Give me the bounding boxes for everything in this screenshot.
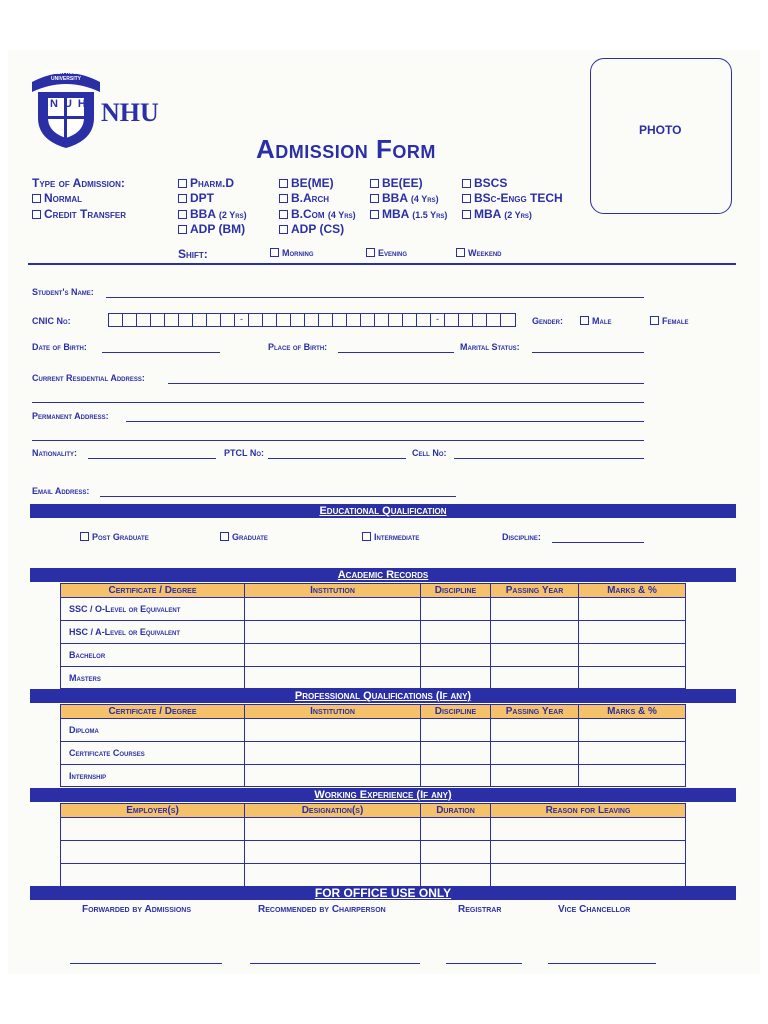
table-cell[interactable] [491,719,579,742]
table-cell[interactable] [491,864,686,887]
edu-discipline-field[interactable] [552,542,644,543]
checkbox[interactable] [279,194,288,203]
table-cell[interactable] [421,841,491,864]
option-label: Graduate [232,532,268,542]
current-address-field[interactable] [168,383,644,384]
checkbox[interactable] [178,225,187,234]
table-row [61,667,686,689]
nationality-label: Nationality: [32,448,78,458]
option-suffix: (2 Yrs) [218,210,247,220]
pob-field[interactable] [338,352,454,353]
table-cell[interactable] [491,765,579,787]
permanent-address-label: Permanent Address: [32,411,109,421]
row-label: Bachelor [61,644,245,667]
admission-credit-transfer[interactable] [32,207,126,221]
table-cell[interactable] [579,598,686,621]
program-mba-1-5[interactable] [370,207,447,221]
cell-field[interactable] [454,458,644,459]
edu-graduate[interactable] [220,532,268,542]
option-label: ADP (BM) [190,222,246,236]
gender-label: Gender: [532,316,564,326]
option-label: Female [662,316,689,326]
table-cell[interactable] [491,818,686,841]
row-label: Certificate Courses [61,742,245,765]
option-label: Credit Transfer [44,207,126,221]
option-label: BE(EE) [382,176,423,190]
column-header: Passing Year [491,705,579,719]
table-row [61,621,686,644]
program-be-ee[interactable] [370,176,423,190]
type-of-admission-label: Type of Admission: [32,176,125,190]
option-label: Normal [44,191,82,205]
option-label: B.Arch [291,191,329,205]
option-label: Evening [378,248,408,258]
table-row [61,644,686,667]
permanent-address-field[interactable] [126,421,644,422]
column-header: Marks & % [579,584,686,598]
email-field[interactable] [100,496,456,497]
program-bcom[interactable] [279,207,356,221]
program-barch[interactable] [279,191,329,205]
option-suffix: (1.5 Yrs) [412,210,448,220]
signatory-forwarded: Forwarded by Admissions [82,904,192,915]
checkbox[interactable] [80,532,89,541]
logo-arc-text: NAZEER HUSSAIN UNIVERSITY [43,70,89,82]
option-label: Intermediate [374,532,420,542]
edu-discipline-label: Discipline: [502,532,541,542]
cnic-input[interactable]: - - [108,313,516,327]
program-adp-bm[interactable] [178,222,245,236]
table-row [61,598,686,621]
row-label: Internship [61,765,245,787]
option-label: Post Graduate [92,532,149,542]
shift-label: Shift: [178,247,208,261]
logo-letters: NUH [50,98,92,110]
table-cell[interactable] [579,644,686,667]
edu-post-graduate[interactable] [80,532,149,542]
option-label: BSCS [474,176,508,190]
checkbox[interactable] [178,210,187,219]
signatory-vice-chancellor: Vice Chancellor [558,904,631,915]
table-header-row [61,804,686,818]
ptcl-field[interactable] [268,458,406,459]
option-suffix: (4 Yrs) [327,210,356,220]
table-cell[interactable] [579,621,686,644]
signature-line[interactable] [70,963,222,964]
academic-records-table [60,583,686,689]
table-row [61,841,686,864]
table-cell[interactable] [579,667,686,689]
table-cell[interactable] [579,742,686,765]
column-header: Certificate / Degree [61,705,245,719]
shift-weekend[interactable] [456,248,502,258]
checkbox[interactable] [362,532,371,541]
table-cell[interactable] [245,621,421,644]
marital-field[interactable] [532,352,644,353]
permanent-address-field-2[interactable] [32,440,644,441]
option-label: BBA [382,191,408,205]
photo-label: PHOTO [639,123,682,137]
professional-qualifications-table [60,704,686,787]
working-experience-table [60,803,686,887]
option-label: DPT [190,191,214,205]
section-title: Educational Qualification [319,505,447,517]
table-cell[interactable] [421,667,491,689]
program-mba-2[interactable] [462,207,532,221]
checkbox[interactable] [366,248,375,257]
checkbox[interactable] [456,248,465,257]
checkbox[interactable] [178,194,187,203]
checkbox[interactable] [370,194,379,203]
table-cell[interactable] [245,644,421,667]
column-header: Employer(s) [61,804,245,818]
table-row [61,818,686,841]
program-be-me[interactable] [279,176,334,190]
table-header-row [61,705,686,719]
table-cell[interactable] [245,598,421,621]
program-pharmd[interactable] [178,176,234,190]
program-dpt[interactable] [178,191,214,205]
option-label: BSc-Engg TECH [474,191,563,205]
table-cell[interactable] [421,719,491,742]
divider [28,263,736,265]
program-adp-cs[interactable] [279,222,344,236]
section-title: FOR OFFICE USE ONLY [314,886,452,900]
table-cell[interactable] [61,841,245,864]
table-cell[interactable] [491,841,686,864]
table-row [61,719,686,742]
option-label: Male [592,316,612,326]
option-label: Morning [282,248,314,258]
section-title: Academic Records [337,569,429,581]
table-cell[interactable] [245,667,421,689]
ptcl-label: PTCL No: [224,448,264,458]
educational-qualification-bar [30,504,736,518]
checkbox[interactable] [178,179,187,188]
column-header: Certificate / Degree [61,584,245,598]
checkbox[interactable] [279,225,288,234]
table-cell[interactable] [421,765,491,787]
professional-qualifications-bar [30,689,736,703]
current-address-field-2[interactable] [32,402,644,403]
program-bba-2[interactable] [178,207,247,221]
student-name-label: Student's Name: [32,287,94,297]
page-title: Admission Form [256,134,436,164]
checkbox[interactable] [370,210,379,219]
table-cell[interactable] [245,864,421,887]
option-label: MBA [382,207,409,221]
student-name-field[interactable] [106,297,644,298]
academic-records-bar [30,568,736,582]
current-address-label: Current Residential Address: [32,373,145,383]
option-label: ADP (CS) [291,222,345,236]
option-label: B.Com [291,207,325,221]
email-label: Email Address: [32,486,90,496]
checkbox[interactable] [270,248,279,257]
row-label: SSC / O-Level or Equivalent [61,598,245,621]
table-cell[interactable] [421,644,491,667]
table-cell[interactable] [421,621,491,644]
nationality-field[interactable] [88,458,216,459]
option-label: Weekend [468,248,502,258]
table-cell[interactable] [421,818,491,841]
signature-line[interactable] [250,963,420,964]
working-experience-bar [30,788,736,802]
table-cell[interactable] [491,742,579,765]
option-suffix: (4 Yrs) [410,194,439,204]
checkbox[interactable] [462,194,471,203]
column-header: Discipline [421,705,491,719]
table-cell[interactable] [491,644,579,667]
pob-label: Place of Birth: [268,342,328,352]
table-cell[interactable] [421,864,491,887]
column-header: Institution [245,705,421,719]
table-row [61,742,686,765]
gender-female[interactable] [650,316,689,326]
dob-field[interactable] [102,352,220,353]
table-cell[interactable] [579,765,686,787]
shift-evening[interactable] [366,248,407,258]
table-cell[interactable] [245,742,421,765]
column-header: Reason for Leaving [491,804,686,818]
photo-box[interactable] [590,58,732,214]
table-cell[interactable] [245,841,421,864]
table-row [61,765,686,787]
checkbox[interactable] [279,179,288,188]
program-bba-4[interactable] [370,191,439,205]
admission-normal[interactable] [32,191,82,205]
column-header: Marks & % [579,705,686,719]
option-label: MBA [474,207,501,221]
checkbox[interactable] [220,532,229,541]
program-bsc-engg-tech[interactable] [462,191,563,205]
option-label: BBA [190,207,216,221]
signature-line[interactable] [446,963,522,964]
option-label: BE(ME) [291,176,334,190]
signature-line[interactable] [548,963,656,964]
column-header: Institution [245,584,421,598]
program-bscs[interactable] [462,176,507,190]
column-header: Designation(s) [245,804,421,818]
table-cell[interactable] [491,621,579,644]
checkbox[interactable] [370,179,379,188]
table-cell[interactable] [421,598,491,621]
cnic-label: CNIC No: [32,316,71,326]
table-header-row [61,584,686,598]
row-label: Diploma [61,719,245,742]
table-cell[interactable] [245,719,421,742]
table-cell[interactable] [421,742,491,765]
checkbox[interactable] [462,210,471,219]
checkbox[interactable] [32,210,41,219]
option-suffix: (2 Yrs) [504,210,532,220]
section-title: Professional Qualifications (If any) [294,690,472,702]
checkbox[interactable] [279,210,288,219]
dob-label: Date of Birth: [32,342,87,352]
checkbox[interactable] [650,316,659,325]
table-cell[interactable] [491,598,579,621]
checkbox[interactable] [32,194,41,203]
table-cell[interactable] [245,818,421,841]
signatory-recommended: Recommended by Chairperson [258,904,386,915]
table-cell[interactable] [61,864,245,887]
table-cell[interactable] [61,818,245,841]
column-header: Duration [421,804,491,818]
row-label: HSC / A-Level or Equivalent [61,621,245,644]
checkbox[interactable] [462,179,471,188]
office-use-bar [30,886,736,900]
checkbox[interactable] [580,316,589,325]
edu-intermediate[interactable] [362,532,419,542]
row-label: Masters [61,667,245,689]
table-cell[interactable] [491,667,579,689]
signatory-registrar: Registrar [458,904,502,915]
shift-morning[interactable] [270,248,314,258]
table-cell[interactable] [245,765,421,787]
cell-label: Cell No: [412,448,447,458]
gender-male[interactable] [580,316,612,326]
university-name: NHU [101,98,159,127]
marital-label: Marital Status: [460,342,520,352]
table-cell[interactable] [579,719,686,742]
table-row [61,864,686,887]
column-header: Discipline [421,584,491,598]
section-title: Working Experience (If any) [314,789,452,801]
column-header: Passing Year [491,584,579,598]
option-label: Pharm.D [190,176,234,190]
